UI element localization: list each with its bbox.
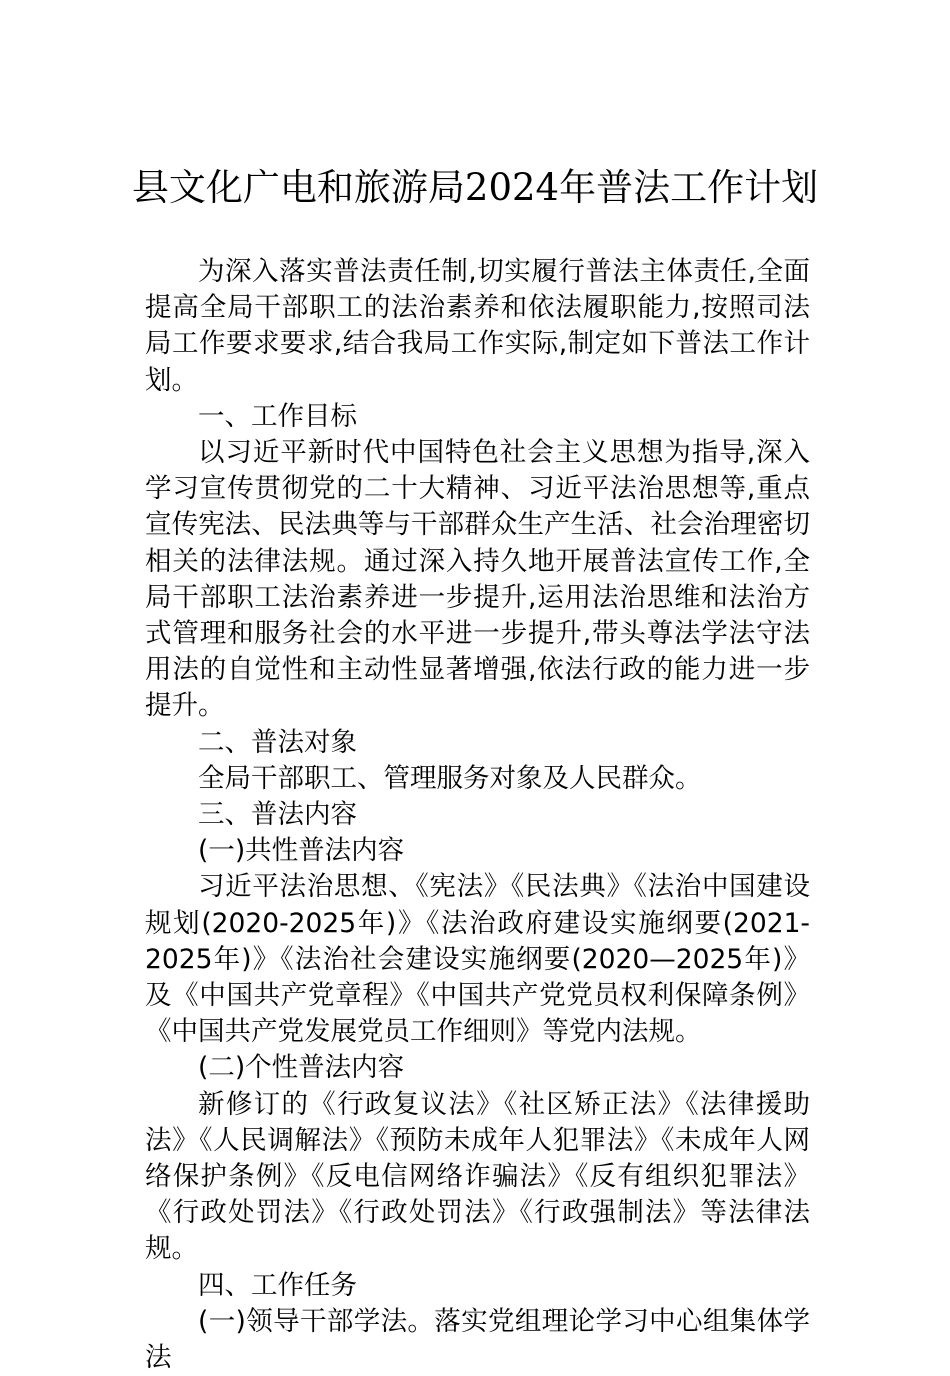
tasks-paragraph: (一)领导干部学法。落实党组理论学习中心组集体学法	[145, 1305, 810, 1374]
subsection-heading-specific-content: (二)个性普法内容	[198, 1052, 405, 1084]
document-title: 县文化广电和旅游局2024年普法工作计划	[131, 166, 819, 209]
intro-paragraph: 为深入落实普法责任制,切实履行普法主体责任,全面提高全局干部职工的法治素养和依法履职能力,按照司法局工作要求要求,结合我局工作实际,制定如下普法工作计划。	[145, 256, 810, 396]
section-heading-tasks: 四、工作任务	[198, 1269, 357, 1301]
subsection-heading-common-content: (一)共性普法内容	[198, 835, 405, 867]
specific-content-paragraph: 新修订的《行政复议法》《社区矫正法》《法律援助法》《人民调解法》《预防未成年人犯罪法》《未成年人网络保护条例》《反电信网络诈骗法》《反有组织犯罪法》《行政处罚法》《行政处罚法》《行政强制法》等法律法规。	[145, 1088, 810, 1265]
common-content-paragraph: 习近平法治思想、《宪法》《民法典》《法治中国建设规划(2020-2025年)》《法治政府建设实施纲要(2021-2025年)》《法治社会建设实施纲要(2020—2025年)》及《中国共产党章程》《中国共产党党员权利保障条例》《中国共产党发展党员工作细则》等党内法规。	[145, 871, 810, 1048]
section-heading-audience: 二、普法对象	[198, 726, 357, 758]
goals-paragraph: 以习近平新时代中国特色社会主义思想为指导,深入学习宣传贯彻党的二十大精神、习近平法治思想等,重点宣传宪法、民法典等与干部群众生产生活、社会治理密切相关的法律法规。通过深入持久地开展普法宣传工作,全局干部职工法治素养进一步提升,运用法治思维和法治方式管理和服务社会的水平进一步提升,带头尊法学法守法用法的自觉性和主动性显著增强,依法行政的能力进一步提升。	[145, 437, 810, 722]
section-heading-content: 三、普法内容	[198, 799, 357, 831]
audience-paragraph: 全局干部职工、管理服务对象及人民群众。	[198, 762, 702, 794]
document-body	[145, 254, 810, 1376]
section-heading-goals: 一、工作目标	[198, 400, 357, 432]
